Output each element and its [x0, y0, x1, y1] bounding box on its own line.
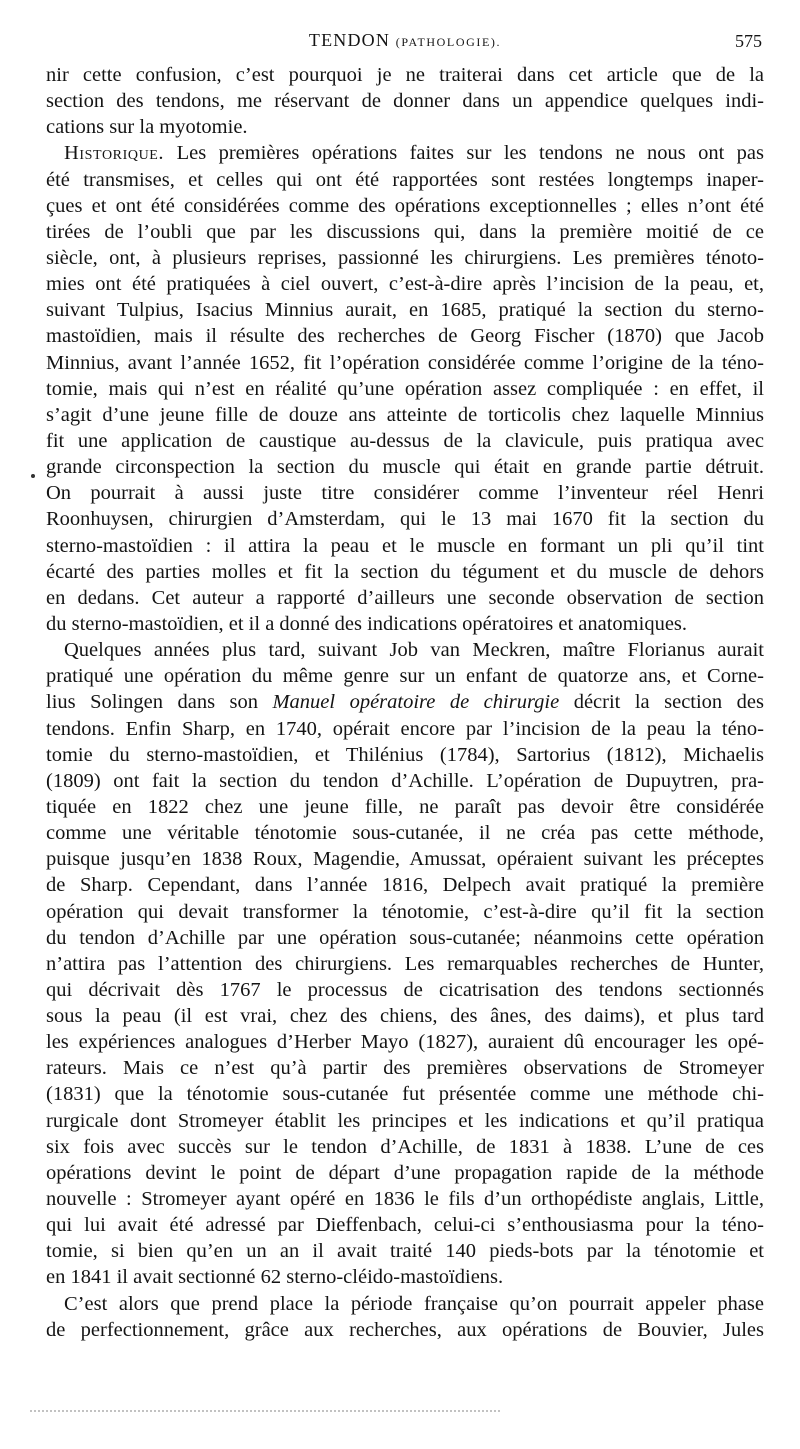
- text-line: fit une application de caustique au-dessus de la clavicule, puis pratiqua avec: [46, 429, 764, 452]
- text-line: Quelques années plus tard, suivant Job van Meckren, maître Florianus aurait: [64, 639, 764, 662]
- margin-mark: [31, 474, 35, 478]
- section-lead: Historique.: [64, 142, 165, 165]
- text-line: (1831) que la ténotomie sous-cutanée fut présentée comme une méthode chi-: [46, 1083, 764, 1106]
- text-line: en dedans. Cet auteur a rapporté d’ailleurs une seconde observation de section: [46, 586, 764, 609]
- text-line: mastoïdien, mais il résulte des recherches de Georg Fischer (1870) que Jacob: [46, 325, 764, 348]
- running-head: [46, 30, 764, 56]
- text-span: décrit la section des: [559, 691, 764, 714]
- text-line: pratiqué une opération du même genre sur un enfant de quatorze ans, et Corne-: [46, 665, 764, 688]
- text-line: tomie, mais qui n’est en réalité qu’une opération assez compliquée : en effet, il: [46, 377, 764, 400]
- text-line: puisque jusqu’en 1838 Roux, Magendie, Amussat, opéraient suivant les préceptes: [46, 848, 764, 871]
- text-line: tiquée en 1822 chez une jeune fille, ne paraît pas devoir être considérée: [46, 795, 764, 818]
- text-line: du tendon d’Achille par une opération sous-cutanée; néanmoins cette opération: [46, 926, 764, 949]
- text-line: écarté des parties molles et fit la section du tégument et du muscle de dehors: [46, 560, 764, 583]
- text-line: (1809) ont fait la section du tendon d’Achille. L’opération de Dupuytren, pra-: [46, 769, 764, 792]
- text-line: s’agit d’une jeune fille de douze ans atteinte de torticolis chez laquelle Minnius: [46, 403, 764, 426]
- text-line: section des tendons, me réservant de donner dans un appendice quelques indi-: [46, 90, 764, 113]
- text-line: nouvelle : Stromeyer ayant opéré en 1836 le fils d’un orthopédiste anglais, Little,: [46, 1188, 764, 1211]
- text-line: tendons. Enfin Sharp, en 1740, opérait encore par l’incision de la peau la téno-: [46, 717, 764, 740]
- text-line: comme une véritable ténotomie sous-cutanée, il ne créa pas cette méthode,: [46, 822, 764, 845]
- text-line: siècle, ont, à plusieurs reprises, passionné les chirurgiens. Les premières ténoto-: [46, 246, 764, 269]
- text-line: opérations devint le point de départ d’une propagation rapide de la méthode: [46, 1161, 764, 1184]
- text-line: çues et ont été considérées comme des opérations exceptionnelles ; elles n’ont été: [46, 194, 764, 217]
- text-line: suivant Tulpius, Isacius Minnius aurait, en 1685, pratiqué la section du sterno-: [46, 299, 764, 322]
- text-line: mies ont été pratiquées à ciel ouvert, c’est-à-dire après l’incision de la peau, et,: [46, 273, 764, 296]
- text-line: C’est alors que prend place la période française qu’on pourrait appeler phase: [64, 1292, 764, 1315]
- text-line: rurgicale dont Stromeyer établit les principes et les indications et qu’il pratiqua: [46, 1109, 764, 1132]
- text-line: On pourrait à aussi juste titre considérer comme l’inventeur réel Henri: [46, 482, 764, 505]
- text-line: sterno-mastoïdien : il attira la peau et le muscle en formant un pli qu’il tint: [46, 534, 764, 557]
- scan-artifact: [30, 1410, 500, 1416]
- text-span: Les premières opérations faites sur les tendons ne nous ont pas: [164, 142, 764, 165]
- book-title: Manuel opératoire de chirurgie: [272, 691, 560, 714]
- text-line: sous la peau (il est vrai, chez des chiens, des ânes, des daims), et plus tard: [46, 1005, 764, 1028]
- text-line: Minnius, avant l’année 1652, fit l’opération considérée comme l’origine de la téno-: [46, 351, 764, 374]
- running-head-title: [46, 30, 764, 51]
- text-line: grande circonspection la section du muscle qui était en grande partie détruit.: [46, 456, 764, 479]
- text-line: nir cette confusion, c’est pourquoi je ne traiterai dans cet article que de la: [46, 64, 764, 86]
- page-number: 575: [735, 31, 762, 51]
- text-line: [46, 140, 764, 166]
- text-line: tirées de l’oubli que par les discussions qui, dans la première moitié de ce: [46, 220, 764, 243]
- text-line: été transmises, et celles qui ont été rapportées sont restées longtemps inaper-: [46, 168, 764, 191]
- text-line: rateurs. Mais ce n’est qu’à partir des premières observations de Stromeyer: [46, 1057, 764, 1080]
- header-title: TENDON: [308, 30, 391, 50]
- header-subtitle: (PATHOLOGIE).: [395, 35, 502, 49]
- text-line: de Sharp. Cependant, dans l’année 1816, Delpech avait pratiqué la première: [46, 874, 764, 897]
- text-line: tomie du sterno-mastoïdien, et Thilénius (1784), Sartorius (1812), Michaelis: [46, 743, 764, 766]
- text-span: lius Solingen dans son: [46, 691, 273, 714]
- text-line: opération qui devait transformer la ténotomie, c’est-à-dire qu’il fit la section: [46, 900, 764, 923]
- text-line: n’attira pas l’attention des chirurgiens. Les remarquables recherches de Hunter,: [46, 952, 764, 975]
- text-line: cations sur la myotomie.: [46, 116, 248, 139]
- text-line: de perfectionnement, grâce aux recherches, aux opérations de Bouvier, Jules: [46, 1318, 764, 1341]
- text-line: tomie, si bien qu’en un an il avait traité 140 pieds-bots par la ténotomie et: [46, 1240, 764, 1263]
- text-line: Roonhuysen, chirurgien d’Amsterdam, qui le 13 mai 1670 fit la section du: [46, 508, 764, 531]
- text-line: six fois avec succès sur le tendon d’Achille, de 1831 à 1838. L’une de ces: [46, 1135, 764, 1158]
- body-text: [46, 62, 764, 1343]
- text-line: les expériences analogues d’Herber Mayo (1827), auraient dû encourager les opé-: [46, 1031, 764, 1054]
- text-line: en 1841 il avait sectionné 62 sterno-cléido-mastoïdiens.: [46, 1266, 504, 1289]
- text-line: [46, 689, 764, 715]
- text-line: du sterno-mastoïdien, et il a donné des indications opératoires et anatomiques.: [46, 612, 688, 635]
- text-line: qui lui avait été adressé par Dieffenbach, celui-ci s’enthousiasma pour la téno-: [46, 1214, 764, 1237]
- text-line: qui décrivait dès 1767 le processus de cicatrisation des tendons sectionnés: [46, 978, 764, 1001]
